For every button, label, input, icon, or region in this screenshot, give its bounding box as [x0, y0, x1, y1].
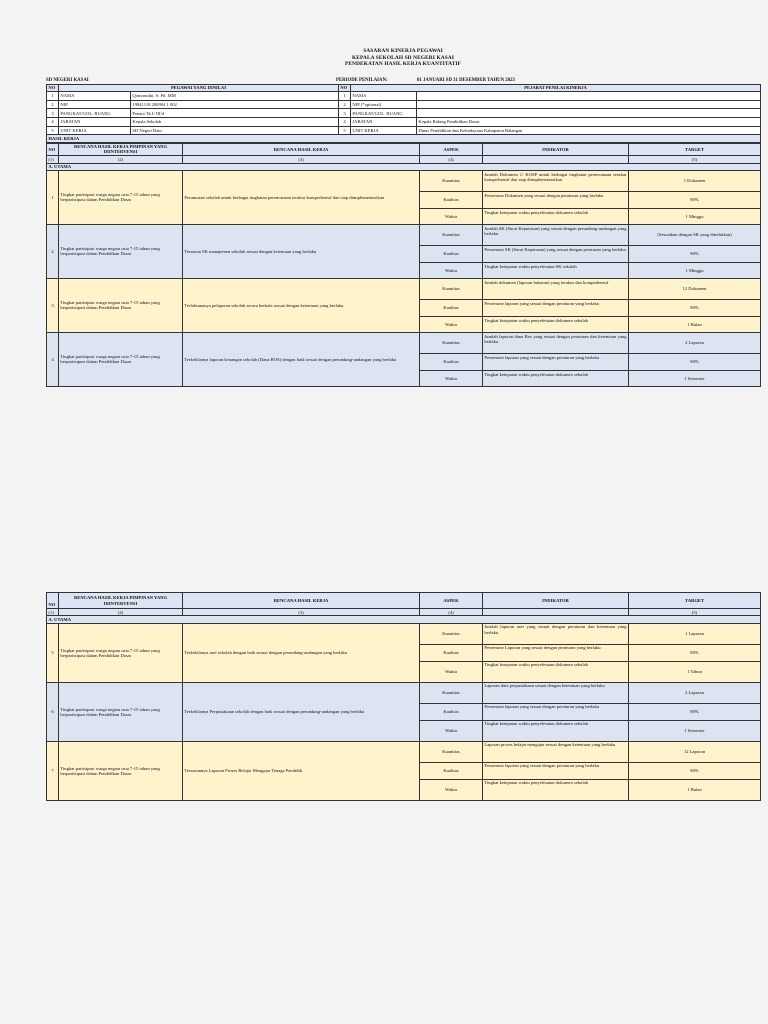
item-target: 1 Semester [629, 720, 761, 741]
item-aspek: Waktu [420, 661, 483, 682]
item-indikator: Persentase laporan yang sesuai dengan peraturan yang berlaku [483, 299, 629, 316]
col-num-2-2: (2) [59, 609, 183, 616]
item-indikator: Persentase laporan yang sesuai dengan peraturan yang berlaku [483, 703, 629, 720]
pegawai-value: 19841118 200904 1 002 [131, 100, 339, 109]
doc-title-3: PENDEKATAN HASIL KERJA KUANTITATIF [344, 61, 462, 68]
item-row [47, 682, 761, 703]
item-target: 1 Semester [629, 370, 761, 386]
col-num-1-2: (1) [47, 609, 59, 616]
unit-name: SD NEGERI KASAI [46, 77, 89, 83]
pegawai-title: PEGAWAI YANG DINILAI [59, 84, 339, 91]
item-target: 80% [629, 245, 761, 262]
pegawai-no: 3 [47, 109, 59, 118]
item-row [47, 741, 761, 762]
item-target: 1 Bulan [629, 779, 761, 800]
item-indikator: Jumlah laporan aset yang sesuai dengan peraturan dan ketentuan yang berlaku [483, 623, 629, 644]
pegawai-label: NAMA [59, 92, 131, 101]
item-target: 80% [629, 353, 761, 370]
meta-row [46, 78, 760, 83]
col-indikator: INDIKATOR [483, 143, 629, 156]
column-header-row-2 [47, 593, 761, 609]
col-num-empty-2 [483, 609, 629, 616]
item-aspek: Kuantitas [420, 224, 483, 245]
item-indikator: Laporan proses belajar mengajar sesuai dengan ketentuan yang berlaku [483, 741, 629, 762]
item-no: 6 [47, 682, 59, 741]
item-indikator: Tingkat ketepatan waktu penyelesaian dokumen sekolah [483, 661, 629, 682]
item-aspek: Kuantitas [420, 332, 483, 353]
col-num-4: (4) [420, 156, 483, 163]
item-no: 3 [47, 278, 59, 332]
col-num-2: (2) [59, 156, 183, 163]
item-no: 7 [47, 741, 59, 800]
item-target: 80% [629, 191, 761, 208]
item-aspek: Kuantitas [420, 741, 483, 762]
pejabat-value: Kepala Bidang Pendidikan Dasar [417, 117, 761, 126]
item-target: 2 Laporan [629, 682, 761, 703]
item-row [47, 170, 761, 191]
identity-row [47, 117, 761, 126]
col-num-3: (3) [183, 156, 420, 163]
col-rencana-2: RENCANA HASIL KERJA [183, 593, 420, 609]
item-aspek: Kualitas [420, 245, 483, 262]
pegawai-no: 5 [47, 126, 59, 135]
col-target: TARGET [629, 143, 761, 156]
item-aspek: Waktu [420, 370, 483, 386]
item-indikator: Persentase Dokumen yang sesuai dengan peraturan yang berlaku [483, 191, 629, 208]
item-rencana-pimpinan: Tingkat partisipasi warga negara usia 7-15 tahun yang berpartisipasi dalam Pendidikan Dasar [59, 332, 183, 386]
identity-header [47, 84, 761, 91]
item-aspek: Waktu [420, 208, 483, 224]
section-label-2: A. UTAMA [47, 616, 761, 623]
pegawai-value: SD Negeri Batu [131, 126, 339, 135]
item-rencana: Perumusan sekolah untuk berbagai tingkatan perencanaan terukur komprehensif dan siap diimplementasikan [183, 170, 420, 224]
item-aspek: Kualitas [420, 299, 483, 316]
item-row [47, 278, 761, 299]
col-num-3-2: (3) [183, 609, 420, 616]
item-rencana: Tersusunnya Laporan Proses Belajar Mengajar Tenaga Pendidik. [183, 741, 420, 800]
item-indikator: Persentase laporan yang sesuai dengan peraturan yang berlaku [483, 762, 629, 779]
col-num-5: (5) [629, 156, 761, 163]
col-aspek: ASPEK [420, 143, 483, 156]
col-indikator-2: INDIKATOR [483, 593, 629, 609]
pejabat-no: 4 [339, 117, 351, 126]
pegawai-label: JABATAN [59, 117, 131, 126]
item-no: 4 [47, 332, 59, 386]
col-num-empty [483, 156, 629, 163]
item-target: 80% [629, 299, 761, 316]
item-target: 2 Laporan [629, 332, 761, 353]
item-indikator: Tingkat ketepatan waktu penyelesaian dokumen sekolah [483, 779, 629, 800]
item-indikator: Persentase laporan yang sesuai dengan peraturan yang berlaku [483, 353, 629, 370]
item-aspek: Kualitas [420, 191, 483, 208]
sheet-1 [46, 48, 760, 387]
item-aspek: Kualitas [420, 353, 483, 370]
section-row [47, 163, 761, 170]
column-number-row [47, 156, 761, 163]
col-target-2: TARGET [629, 593, 761, 609]
periode-label: PERIODE PENILAIAN: [336, 77, 388, 83]
pegawai-value: Qomarudin, S. Pd. MM [131, 92, 339, 101]
col-num-4-2: (4) [420, 609, 483, 616]
item-target: (Sesuaikan dengan SK yang diterbitkan) [629, 224, 761, 245]
col-no: NO [47, 143, 59, 156]
pegawai-no: 2 [47, 100, 59, 109]
item-aspek: Kuantitas [420, 278, 483, 299]
item-no: 5 [47, 623, 59, 682]
pegawai-value: Penata Tk.I/ III/d [131, 109, 339, 118]
item-rencana-pimpinan: Tingkat partisipasi warga negara usia 7-15 tahun yang berpartisipasi dalam Pendidikan Dasar [59, 741, 183, 800]
item-rencana-pimpinan: Tingkat partisipasi warga negara usia 7-15 tahun yang berpartisipasi dalam Pendidikan Dasar [59, 170, 183, 224]
item-rencana: Terkelolanya laporan keuangan sekolah (Dana BOS) dengan baik sesuai dengan perundang-undangan yang berlaku [183, 332, 420, 386]
item-target: 80% [629, 644, 761, 661]
col-rencana-pimpinan: RENCANA HASIL KERJA PIMPINAN YANG DIINTERVENSI [59, 143, 183, 156]
pejabat-label: NAMA [351, 92, 417, 101]
item-indikator: Tingkat ketepatan waktu penyelesaian dokumen sekolah [483, 208, 629, 224]
identity-row [47, 109, 761, 118]
pejabat-no: 1 [339, 92, 351, 101]
item-indikator: Jumlah dokumen (laporan bulanan) yang terukur dan komprehensif [483, 278, 629, 299]
pegawai-label: UNIT KERJA [59, 126, 131, 135]
pejabat-value: Dinas Pendidikan dan Kebudayaan Kabupaten Balangan [417, 126, 761, 135]
periode-value: 01 JANUARI SD 31 DESEMBER TAHUN 2023 [417, 77, 515, 83]
item-target: 1 Laporan [629, 623, 761, 644]
pegawai-value: Kepala Sekolah [131, 117, 339, 126]
item-aspek: Kuantitas [420, 170, 483, 191]
pegawai-no-header: NO [47, 84, 59, 91]
pejabat-value [417, 109, 761, 118]
section-row-2 [47, 616, 761, 623]
item-rencana: Terkelolanya aset sekolah dengan baik sesuai dengan perundang-undangan yang berlaku [183, 623, 420, 682]
section-label: A. UTAMA [47, 163, 761, 170]
identity-table [46, 84, 761, 143]
kinerja-table-2 [46, 592, 761, 801]
item-target: 1 Minggu [629, 262, 761, 278]
item-rencana: Terkelolanya Perpustakaan sekolah dengan baik sesuai dengan perundang-undangan yang berlaku [183, 682, 420, 741]
item-target: 80% [629, 762, 761, 779]
item-target: 1 Bulan [629, 316, 761, 332]
item-target: 1 Minggu [629, 208, 761, 224]
item-target: 1 Tahun [629, 661, 761, 682]
item-row [47, 224, 761, 245]
col-num-5-2: (5) [629, 609, 761, 616]
col-aspek-2: ASPEK [420, 593, 483, 609]
pegawai-no: 1 [47, 92, 59, 101]
item-indikator: Tingkat ketepatan waktu penyelesaian SK sekolah [483, 262, 629, 278]
item-aspek: Kualitas [420, 762, 483, 779]
item-rencana-pimpinan: Tingkat partisipasi warga negara usia 7-15 tahun yang berpartisipasi dalam Pendidikan Dasar [59, 682, 183, 741]
item-aspek: Waktu [420, 720, 483, 741]
pejabat-label: NIP (*optional) [351, 100, 417, 109]
pejabat-no: 3 [339, 109, 351, 118]
item-rencana: Terlaksananya pelaporan sekolah secara berkala sesuai dengan ketentuan yang berlaku [183, 278, 420, 332]
sheet-2 [46, 592, 760, 801]
item-aspek: Waktu [420, 262, 483, 278]
pejabat-no-header: NO [339, 84, 351, 91]
item-aspek: Kuantitas [420, 682, 483, 703]
item-indikator: Jumlah SK (Surat Keputusan) yang sesuai dengan perundang-undangan yang berlaku [483, 224, 629, 245]
item-indikator: Tingkat ketepatan waktu penyelesaian dokumen sekolah [483, 316, 629, 332]
item-indikator: Persentase SK (Surat Keputusan) yang sesuai dengan peraturan yang berlaku [483, 245, 629, 262]
item-no: 1 [47, 170, 59, 224]
pejabat-label: JABATAN [351, 117, 417, 126]
item-aspek: Kualitas [420, 703, 483, 720]
item-indikator: Jumlah Dokumen 1/ KOSP untuk berbagai tingkatan perencanaan terukur komprehensif dan siap diimplementasikan [483, 170, 629, 191]
item-no: 2 [47, 224, 59, 278]
item-indikator: Persentase Laporan yang sesuai dengan peraturan yang berlaku [483, 644, 629, 661]
item-indikator: Laporan data perpustakaan sesuai dengan ketentuan yang berlaku [483, 682, 629, 703]
kinerja-table-1 [46, 143, 761, 387]
column-number-row-2 [47, 609, 761, 616]
pejabat-value [417, 92, 761, 101]
col-rencana: RENCANA HASIL KERJA [183, 143, 420, 156]
identity-row [47, 100, 761, 109]
col-num-1: (1) [47, 156, 59, 163]
item-indikator: Tingkat ketepatan waktu penyelesaian dokumen sekolah [483, 370, 629, 386]
item-indikator: Jumlah laporan dana Bos yang sesuai dengan peraturan dan ketentuan yang berlaku [483, 332, 629, 353]
doc-title-1: SASARAN KINERJA PEGAWAI [363, 48, 443, 54]
column-header-row [47, 143, 761, 156]
identity-row [47, 92, 761, 101]
item-rencana-pimpinan: Tingkat partisipasi warga negara usia 7-15 tahun yang berpartisipasi dalam Pendidikan Dasar [59, 278, 183, 332]
doc-title-2: KEPALA SEKOLAH SD NEGERI KASAI [351, 54, 455, 61]
item-target: 12 Laporan [629, 741, 761, 762]
item-target: 80% [629, 703, 761, 720]
item-indikator: Tingkat ketepatan waktu penyelesaian dokumen sekolah [483, 720, 629, 741]
pegawai-no: 4 [47, 117, 59, 126]
hasil-kerja-row [47, 135, 761, 142]
pejabat-no: 2 [339, 100, 351, 109]
item-row [47, 623, 761, 644]
item-target: 12 Dokumen [629, 278, 761, 299]
item-aspek: Waktu [420, 316, 483, 332]
item-rencana-pimpinan: Tingkat partisipasi warga negara usia 7-15 tahun yang berpartisipasi dalam Pendidikan Dasar [59, 224, 183, 278]
item-row [47, 332, 761, 353]
pejabat-label: PANGKAT/GOL. RUANG [351, 109, 417, 118]
pegawai-label: PANGKAT/GOL. RUANG [59, 109, 131, 118]
pegawai-label: NIP [59, 100, 131, 109]
col-rencana-pimpinan-2: RENCANA HASIL KERJA PIMPINAN YANG DIINTERVENSI [59, 593, 183, 609]
hasil-kerja-label: HASIL KERJA [47, 135, 761, 142]
item-rencana-pimpinan: Tingkat partisipasi warga negara usia 7-15 tahun yang berpartisipasi dalam Pendidikan Dasar [59, 623, 183, 682]
item-rencana: Tersusun SK manajemen sekolah sesuai dengan ketentuan yang berlaku [183, 224, 420, 278]
item-aspek: Kualitas [420, 644, 483, 661]
item-aspek: Waktu [420, 779, 483, 800]
identity-row [47, 126, 761, 135]
pejabat-value [417, 100, 761, 109]
item-aspek: Kuantitas [420, 623, 483, 644]
pejabat-label: UNIT KERJA [351, 126, 417, 135]
col-no-2: NO [47, 593, 59, 609]
pejabat-no: 5 [339, 126, 351, 135]
pejabat-title: PEJABAT PENILAI KINERJA [351, 84, 761, 91]
item-target: 1 Dokumen [629, 170, 761, 191]
